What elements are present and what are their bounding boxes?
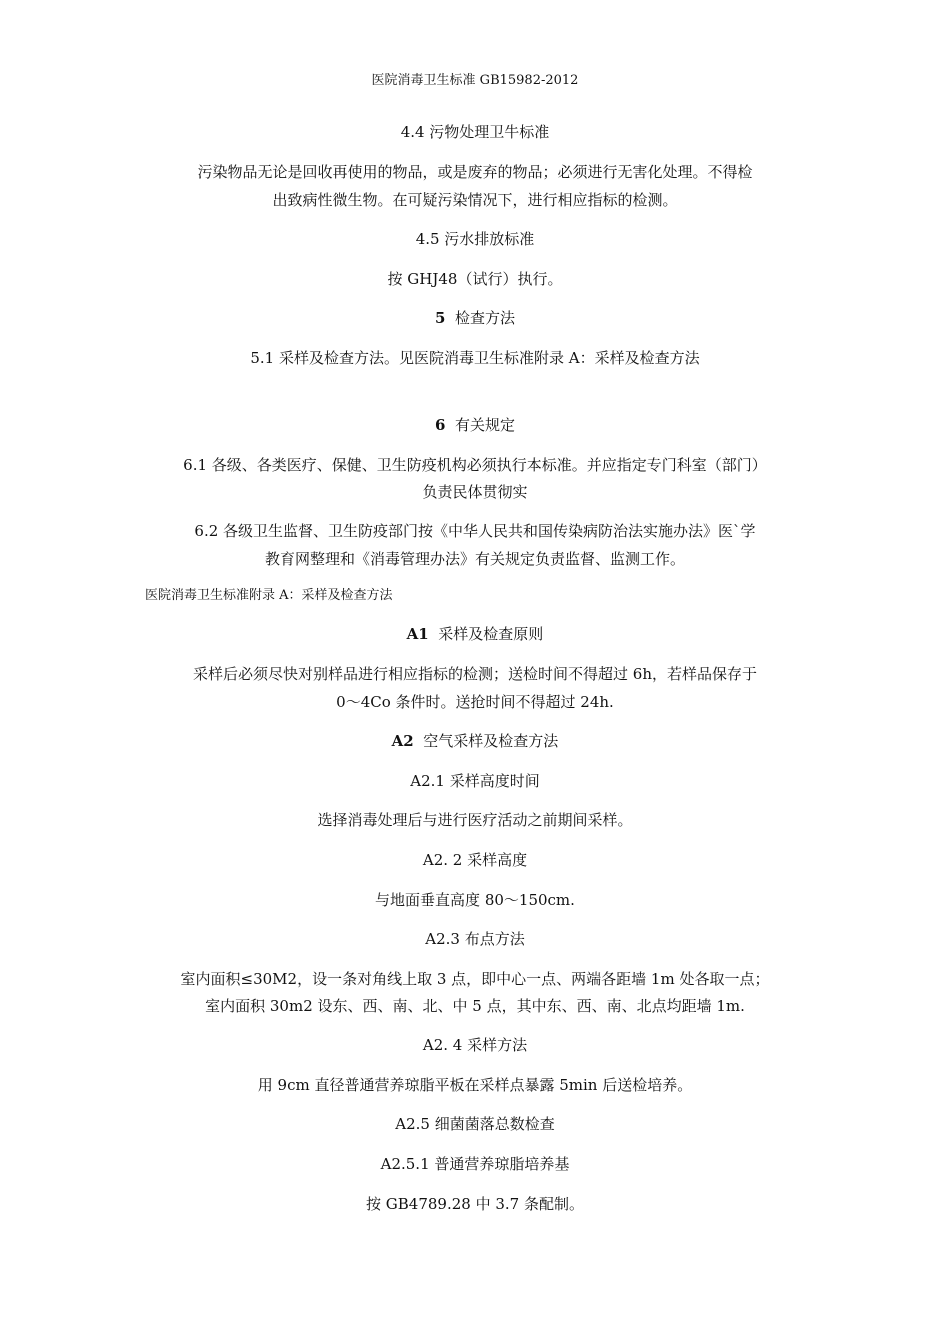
heading-a2-5: A2.5 细菌菌落总数检查 <box>395 1115 555 1133</box>
heading-a2-3: A2.3 布点方法 <box>425 930 525 948</box>
heading-a2-2: A2. 2 采样高度 <box>422 851 528 869</box>
heading-a2-number: A2 <box>391 732 414 750</box>
paragraph-a2-1: 选择消毒处理后与进行医疗活动之前期间采样。 <box>317 811 633 829</box>
heading-5-title: 检查方法 <box>454 309 515 327</box>
heading-a1-title: 采样及检查原则 <box>438 625 544 643</box>
heading-a1 <box>0 624 950 644</box>
heading-a1-number: A1 <box>406 625 429 643</box>
paragraph-a2-5-1: 按 GB4789.28 中 3.7 条配制。 <box>366 1195 584 1213</box>
paragraph-a1-line-2: 0～4Co 条件时。送抢时间不得超过 24h. <box>336 693 614 711</box>
paragraph-6-2-line-2: 教育网整理和《消毒管理办法》有关规定负责监督、监测工作。 <box>264 550 685 568</box>
paragraph-6-2-line-1: 6.2 各级卫生监督、卫生防疫部门按《中华人民共和国传染病防治法实施办法》医`学 <box>194 522 756 540</box>
paragraph-4-4-line-2: 出致病性微生物。在可疑污染情况下，进行相应指标的检测。 <box>272 191 678 209</box>
heading-a2-1: A2.1 采样高度时间 <box>410 772 540 790</box>
paragraph-a2-4: 用 9cm 直径普通营养琼脂平板在采样点暴露 5min 后送检培养。 <box>257 1076 693 1094</box>
heading-4-4: 4.4 污物处理卫牛标准 <box>400 123 550 141</box>
paragraph-a2-3-line-1: 室内面积≤30M2，设一条对角线上取 3 点，即中心一点、两端各距墙 1m 处各取一点； <box>180 970 770 988</box>
paragraph-6-1-line-2: 负责民体贯彻实 <box>422 483 528 501</box>
heading-4-5: 4.5 污水排放标准 <box>415 230 535 248</box>
heading-a2 <box>0 731 950 751</box>
page-header: 医院消毒卫生标准 GB15982-2012 <box>371 73 579 88</box>
heading-6-number: 6 <box>435 416 446 434</box>
paragraph-4-5: 按 GHJ48（试行）执行。 <box>387 270 563 288</box>
paragraph-4-4-line-1: 污染物品无论是回收再使用的物品，或是废弃的物品；必须进行无害化处理。不得检 <box>197 163 753 181</box>
paragraph-a2-3-line-2: 室内面积 30m2 设东、西、南、北、中 5 点，其中东、西、南、北点均距墙 1m. <box>205 997 745 1015</box>
paragraph-6-1-line-1: 6.1 各级、各类医疗、保健、卫生防疫机构必须执行本标准。并应指定专门科室（部门） <box>183 456 767 474</box>
paragraph-5-1: 5.1 采样及检查方法。见医院消毒卫生标准附录 A：采样及检查方法 <box>250 349 700 367</box>
heading-6-title: 有关规定 <box>454 416 515 434</box>
heading-a2-title: 空气采样及检查方法 <box>423 732 559 750</box>
heading-6 <box>0 415 950 435</box>
paragraph-a1-line-1: 采样后必须尽快对别样品进行相应指标的检测；送检时间不得超过 6h，若样品保存于 <box>193 665 757 683</box>
heading-5-number: 5 <box>435 309 446 327</box>
heading-5 <box>0 308 950 328</box>
heading-a2-4: A2. 4 采样方法 <box>422 1036 528 1054</box>
paragraph-a2-2: 与地面垂直高度 80～150cm. <box>375 891 575 909</box>
appendix-title: 医院消毒卫生标准附录 A：采样及检查方法 <box>145 588 393 603</box>
heading-a2-5-1: A2.5.1 普通营养琼脂培养基 <box>380 1155 570 1173</box>
